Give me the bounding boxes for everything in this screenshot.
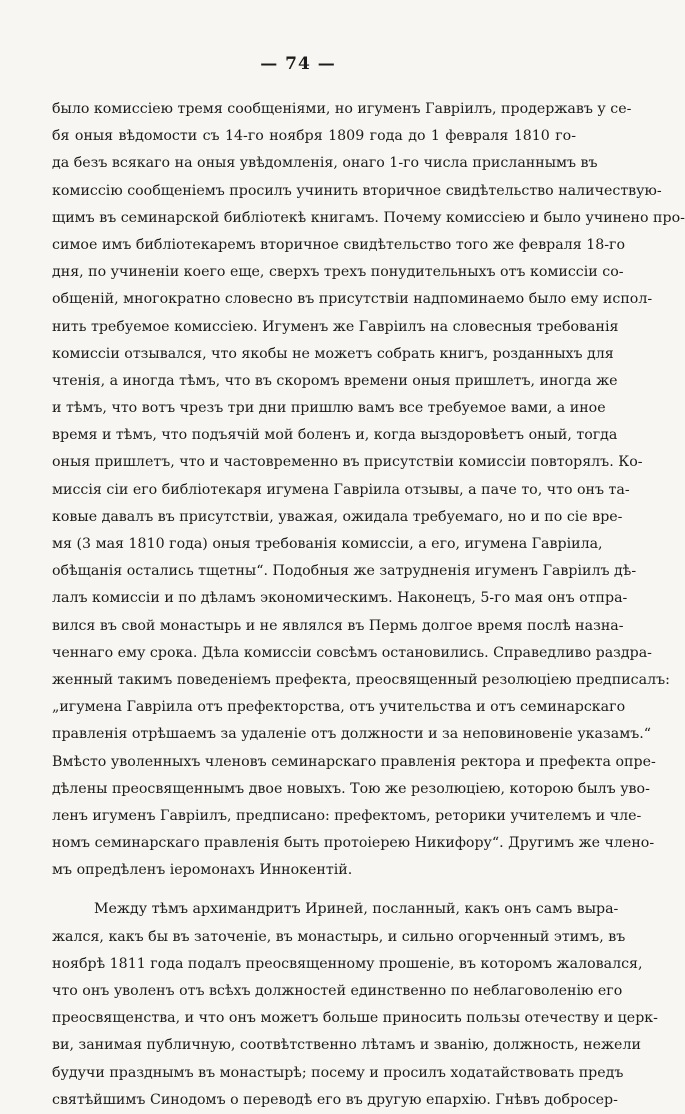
text-line: мя (3 мая 1810 года) оныя требованія комиссіи, а его, игумена Гавріила, bbox=[52, 536, 603, 552]
text-line: ковые давалъ въ присутствіи, уважая, ожидала требуемаго, но и по сіе вре- bbox=[52, 508, 623, 525]
text-line: Между тѣмъ архимандритъ Ириней, посланный, какъ онъ самъ выра- bbox=[94, 901, 619, 918]
text-line: и тѣмъ, что вотъ чрезъ три дни пришлю вамъ все требуемое вами, а иное bbox=[52, 400, 606, 417]
text-line: лалъ комиссіи и по дѣламъ экономическимъ. Наконецъ, 5-го мая онъ отпра- bbox=[52, 590, 628, 607]
text-line: правленія отрѣшаемъ за удаленіе отъ должности и за неповиновеніе указамъ.“ bbox=[52, 726, 652, 743]
page-number: — 74 — bbox=[260, 54, 336, 74]
text-line: номъ семинарскаго правленія быть протоіерею Никифору“. Другимъ же члено- bbox=[52, 835, 655, 852]
text-line: бя оныя вѣдомости съ 14-го ноября 1809 года до 1 февраля 1810 го- bbox=[52, 128, 576, 145]
text-line: миссія сіи его библіотекаря игумена Гавріила отзывы, а паче то, что онъ та- bbox=[52, 481, 630, 498]
text-line: время и тѣмъ, что подъячій мой боленъ и, когда выздоровѣетъ оный, тогда bbox=[52, 427, 618, 444]
text-line: было комиссiею тремя сообщенiями, но игуменъ Гавріилъ, продержавъ у се- bbox=[52, 101, 632, 117]
text-line: жался, какъ бы въ заточеніе, въ монастырь, и сильно огорченный этимъ, въ bbox=[52, 928, 626, 945]
text-line: женный такимъ поведеніемъ префекта, преосвященный резолюціею предписалъ: bbox=[52, 671, 670, 688]
text-line: дня, по учиненіи коего еще, сверхъ трехъ понудительныхъ отъ комиссіи со- bbox=[52, 264, 624, 281]
text-line: вился въ свой монастырь и не являлся въ Пермь долгое время послѣ назна- bbox=[52, 617, 624, 634]
text-line: комиссіи отзывался, что якобы не можетъ собрать книгъ, розданныхъ для bbox=[52, 345, 614, 362]
text-line: чтенія, а иногда тѣмъ, что въ скоромъ времени оныя пришлетъ, иногда же bbox=[52, 372, 618, 389]
text-line: нить требуемое комиссіею. Игуменъ же Гавріилъ на словесныя требованія bbox=[52, 318, 619, 335]
text-line: что онъ уволенъ отъ всѣхъ должностей единственно по неблаговоленію его bbox=[52, 983, 623, 999]
text-line: будучи празднымъ въ монастырѣ; посему и просилъ ходатайствовать предъ bbox=[52, 1064, 624, 1081]
text-line: дѣлены преосвященнымъ двое новыхъ. Тою же резолюціею, которою былъ уво- bbox=[52, 780, 650, 797]
text-line: святѣйшимъ Синодомъ о переводѣ его въ другую епархію. Гнѣвъ добросер- bbox=[52, 1091, 618, 1108]
text-line: обѣщанія остались тщетны“. Подобныя же затрудненія игуменъ Гавріилъ дѣ- bbox=[52, 563, 637, 580]
text-line: комиссію сообщеніемъ просилъ учинить вторичное свидѣтельство наличествую- bbox=[52, 182, 662, 199]
text-line: ноябрѣ 1811 года подалъ преосвященному прошеніе, въ которомъ жаловался, bbox=[52, 955, 643, 972]
paragraph-gap bbox=[52, 884, 576, 896]
text-line: ченнаго ему срока. Дѣла комиссіи совсѣмъ остановились. Справедливо раздра- bbox=[52, 644, 652, 661]
text-line: симое имъ библіотекаремъ вторичное свидѣтельство того же февраля 18-го bbox=[52, 236, 626, 253]
text-line: Вмѣсто уволенныхъ членовъ семинарскаго правленія ректора и префекта опре- bbox=[52, 753, 656, 770]
text-line: ленъ игуменъ Гавріилъ, предписано: префектомъ, реторики учителемъ и чле- bbox=[52, 807, 642, 824]
text-line: да безъ всякаго на оныя увѣдомленія, онаго 1-го числа присланнымъ въ bbox=[52, 155, 598, 172]
paragraph bbox=[52, 96, 685, 884]
text-line: мъ опредѣленъ іеромонахъ Иннокентій. bbox=[52, 862, 353, 879]
text-line: ви, занимая публичную, соотвѣтственно лѣтамъ и званію, должность, нежели bbox=[52, 1037, 641, 1054]
body-text bbox=[52, 96, 685, 1114]
text-line: общеній, многократно словесно въ присутствіи надпоминаемо было ему испол- bbox=[52, 291, 653, 308]
paragraph bbox=[52, 896, 658, 1114]
text-line: преосвященства, и что онъ можетъ больше приносить пользы отечеству и церк- bbox=[52, 1010, 658, 1027]
text-line: „игумена Гавріила отъ префекторства, отъ учительства и отъ семинарскаго bbox=[52, 699, 626, 716]
text-line: оныя пришлетъ, что и частовременно въ присутствіи комиссіи повторялъ. Ко- bbox=[52, 454, 643, 471]
text-line: щимъ въ семинарской библіотекѣ книгамъ. Почему комиссіею и было учинено про- bbox=[52, 209, 685, 226]
